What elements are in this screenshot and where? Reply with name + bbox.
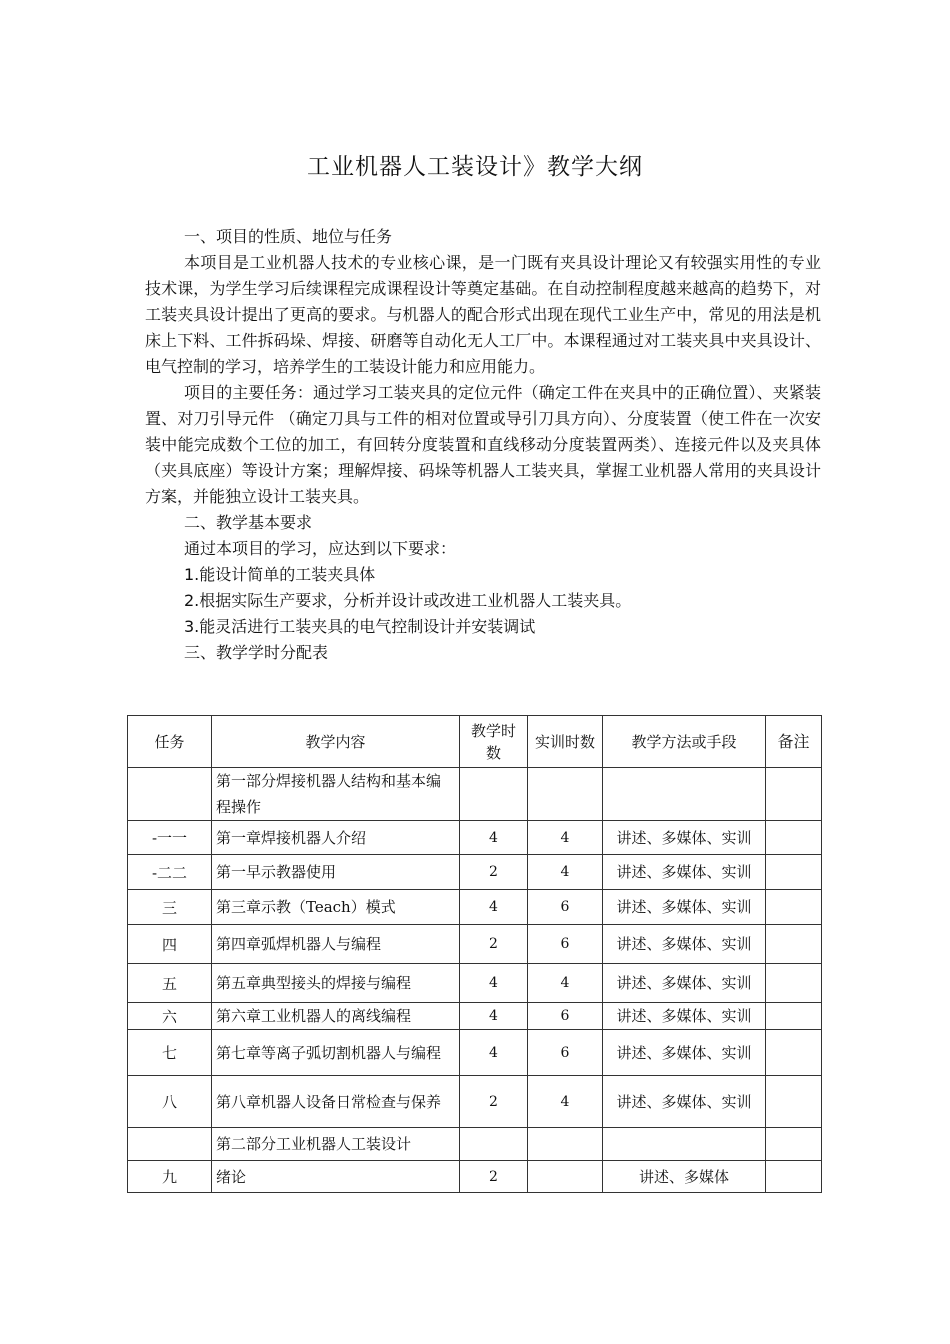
content-cell: 第五章典型接头的焊接与编程 xyxy=(212,964,460,1003)
task-cell: 三 xyxy=(128,890,212,925)
content-cell: 第八章机器人设备日常检查与保养 xyxy=(212,1076,460,1128)
method-cell: 讲述、多媒体、实训 xyxy=(603,1030,766,1076)
header-train-hours: 实训时数 xyxy=(528,716,603,768)
task-cell: -一一 xyxy=(128,821,212,855)
table-row xyxy=(128,1076,822,1128)
note-cell xyxy=(766,855,822,890)
task-cell xyxy=(128,768,212,821)
task-cell: 四 xyxy=(128,925,212,964)
requirement-item: 3.能灵活进行工装夹具的电气控制设计并安装调试 xyxy=(184,617,536,636)
table-row xyxy=(128,1003,822,1030)
content-cell: 第七章等离子弧切割机器人与编程 xyxy=(212,1030,460,1076)
train-hours-cell xyxy=(528,1161,603,1193)
section1-paragraph-2: 项目的主要任务：通过学习工装夹具的定位元件（确定工件在夹具中的正确位置）、夹紧装置、对刀引导元件 （确定刀具与工件的相对位置或导引刀具方向）、分度装置（使工件在一次安装中能完成数个工位的加工，有回转分度装置和直线移动分度装置两类）、连接元件以及夹具体（夹具底座）等设计方案；理解焊接、码垛等机器人工装夹具，掌握工业机器人常用的夹具设计方案，并能独立设计工装夹具。 xyxy=(145,383,821,506)
header-task: 任务 xyxy=(128,716,212,768)
table-row xyxy=(128,925,822,964)
requirement-item: 2.根据实际生产要求，分析并设计或改进工业机器人工装夹具。 xyxy=(184,591,632,610)
teach-hours-cell: 2 xyxy=(460,925,528,964)
section-heading-3: 三、教学学时分配表 xyxy=(184,643,329,662)
method-cell: 讲述、多媒体、实训 xyxy=(603,890,766,925)
teach-hours-cell: 4 xyxy=(460,964,528,1003)
task-cell: 六 xyxy=(128,1003,212,1030)
teach-hours-cell: 4 xyxy=(460,1003,528,1030)
table-row xyxy=(128,964,822,1003)
table-row xyxy=(128,855,822,890)
train-hours-cell xyxy=(528,1128,603,1161)
table-body xyxy=(128,768,822,1193)
note-cell xyxy=(766,1128,822,1161)
content-cell: 第二部分工业机器人工装设计 xyxy=(212,1128,460,1161)
table-row xyxy=(128,821,822,855)
note-cell xyxy=(766,1161,822,1193)
task-cell: -二二 xyxy=(128,855,212,890)
section2-intro: 通过本项目的学习，应达到以下要求： xyxy=(184,539,457,558)
teach-hours-cell: 2 xyxy=(460,1161,528,1193)
teach-hours-cell: 4 xyxy=(460,1030,528,1076)
hours-allocation-table xyxy=(127,715,822,1193)
section1-paragraph-1: 本项目是工业机器人技术的专业核心课，是一门既有夹具设计理论又有较强实用性的专业技术课，为学生学习后续课程完成课程设计等奠定基础。在自动控制程度越来越高的趋势下，对工装夹具设计提出了更高的要求。与机器人的配合形式出现在现代工业生产中，常见的用法是机床上下料、工件拆码垛、焊接、研磨等自动化无人工厂中。本课程通过对工装夹具中夹具设计、电气控制的学习，培养学生的工装设计能力和应用能力。 xyxy=(145,253,821,376)
train-hours-cell: 4 xyxy=(528,964,603,1003)
method-cell: 讲述、多媒体、实训 xyxy=(603,855,766,890)
method-cell xyxy=(603,768,766,821)
section-heading-2: 二、教学基本要求 xyxy=(184,513,313,532)
method-cell: 讲述、多媒体、实训 xyxy=(603,1076,766,1128)
document-title: 工业机器人工装设计》教学大纲 xyxy=(307,154,643,180)
method-cell: 讲述、多媒体、实训 xyxy=(603,925,766,964)
header-content: 教学内容 xyxy=(212,716,460,768)
teach-hours-cell xyxy=(460,768,528,821)
note-cell xyxy=(766,964,822,1003)
teach-hours-cell: 2 xyxy=(460,1076,528,1128)
note-cell xyxy=(766,1003,822,1030)
content-cell: 第一早示教器使用 xyxy=(212,855,460,890)
note-cell xyxy=(766,925,822,964)
table-header-row xyxy=(128,716,822,768)
header-teach-hours: 教学时数 xyxy=(460,716,528,768)
content-cell: 绪论 xyxy=(212,1161,460,1193)
note-cell xyxy=(766,768,822,821)
note-cell xyxy=(766,821,822,855)
teach-hours-cell: 2 xyxy=(460,855,528,890)
teach-hours-cell xyxy=(460,1128,528,1161)
content-cell: 第六章工业机器人的离线编程 xyxy=(212,1003,460,1030)
task-cell xyxy=(128,1128,212,1161)
table-row xyxy=(128,1161,822,1193)
train-hours-cell: 6 xyxy=(528,925,603,964)
table-row xyxy=(128,1030,822,1076)
train-hours-cell: 6 xyxy=(528,890,603,925)
train-hours-cell: 6 xyxy=(528,1030,603,1076)
train-hours-cell: 4 xyxy=(528,821,603,855)
table-row xyxy=(128,1128,822,1161)
requirement-item: 1.能设计简单的工装夹具体 xyxy=(184,565,376,584)
method-cell: 讲述、多媒体、实训 xyxy=(603,1003,766,1030)
method-cell: 讲述、多媒体、实训 xyxy=(603,964,766,1003)
train-hours-cell: 4 xyxy=(528,1076,603,1128)
header-method: 教学方法或手段 xyxy=(603,716,766,768)
train-hours-cell: 4 xyxy=(528,855,603,890)
task-cell: 五 xyxy=(128,964,212,1003)
task-cell: 七 xyxy=(128,1030,212,1076)
table-row xyxy=(128,890,822,925)
task-cell: 九 xyxy=(128,1161,212,1193)
task-cell: 八 xyxy=(128,1076,212,1128)
content-cell: 第一部分焊接机器人结构和基本编程操作 xyxy=(212,768,460,821)
content-cell: 第一章焊接机器人介绍 xyxy=(212,821,460,855)
method-cell: 讲述、多媒体、实训 xyxy=(603,821,766,855)
teach-hours-cell: 4 xyxy=(460,890,528,925)
section-heading-1: 一、项目的性质、地位与任务 xyxy=(184,227,393,246)
content-cell: 第三章示教（Teach）模式 xyxy=(212,890,460,925)
content-cell: 第四章弧焊机器人与编程 xyxy=(212,925,460,964)
note-cell xyxy=(766,1076,822,1128)
train-hours-cell: 6 xyxy=(528,1003,603,1030)
document-body xyxy=(145,224,821,666)
train-hours-cell xyxy=(528,768,603,821)
method-cell xyxy=(603,1128,766,1161)
note-cell xyxy=(766,1030,822,1076)
note-cell xyxy=(766,890,822,925)
header-note: 备注 xyxy=(766,716,822,768)
table-row xyxy=(128,768,822,821)
teach-hours-cell: 4 xyxy=(460,821,528,855)
method-cell: 讲述、多媒体 xyxy=(603,1161,766,1193)
